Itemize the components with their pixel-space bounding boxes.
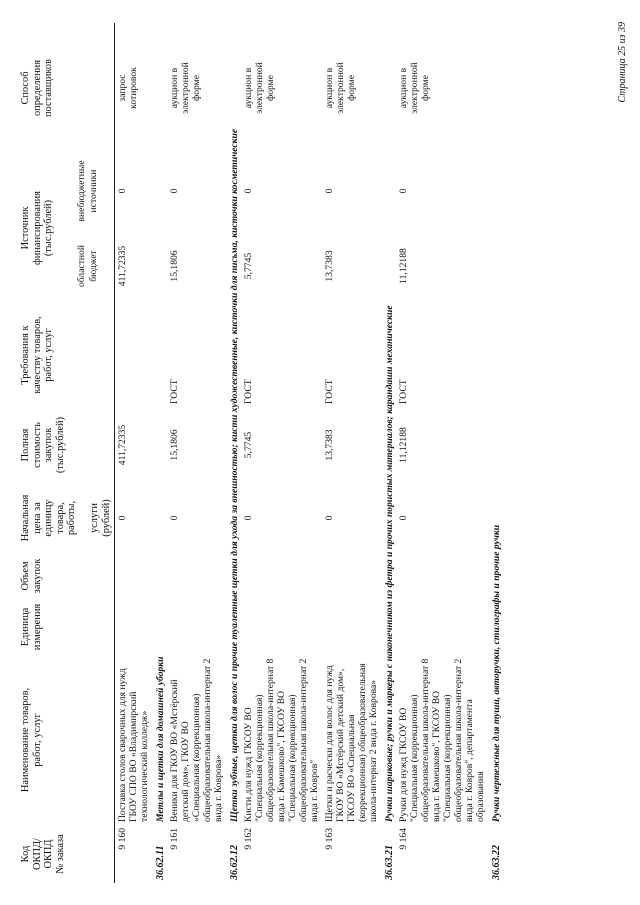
row-code: 9 164: [398, 828, 409, 850]
row-name: Кисти для нужд ГКСОУ ВО "Специальная (коррекционная) общеобразовательная школа-интернат 8 вида г. Камешково", ГКСОУ ВО "Специальная (коррекционная) общеобразовательная школа-интернат 2 вида г. Ковров": [243, 658, 320, 822]
table-row: [115, 23, 153, 883]
row-quality: ГОСТ: [169, 379, 180, 404]
row-unit: [167, 599, 226, 655]
section-row: [381, 23, 396, 883]
row-offbudget: 0: [398, 188, 409, 194]
row-price: 0: [169, 515, 180, 521]
row-total: 11,12188: [398, 427, 409, 463]
row-method: аукцион в электронной форме: [324, 62, 357, 114]
row-volume: [322, 553, 381, 599]
row-name: Ручки для нужд ГКСОУ ВО "Специальная (коррекционная) общеобразовательная школа-интернат 8 вида г. Камешково", ГКСОУ ВО "Специальная (коррекционная) общеобразовательная школа-интернат 2 вида г. Ковров", департамента образования: [398, 658, 486, 822]
row-volume: [167, 553, 226, 599]
row-quality: ГОСТ: [324, 379, 335, 404]
row-name: Веники для ГКОУ ВО «Мстёрский детский дом», ГКОУ ВО «Специальная (коррекционная) общеобразовательная школа-интернат 2 вида г. Коврова»: [169, 658, 224, 822]
row-volume: [396, 553, 488, 599]
row-regional: 411,72335: [117, 245, 128, 287]
row-unit: [322, 599, 381, 655]
row-regional: 11,12188: [398, 248, 409, 284]
section-code: 36.63.21: [384, 845, 395, 880]
header-volume: Объем закупок: [18, 553, 115, 599]
row-price: 0: [243, 515, 254, 521]
table-row: [167, 23, 226, 883]
row-code: 9 161: [169, 828, 180, 850]
row-offbudget: 0: [324, 188, 335, 194]
section-code: 36.62.12: [229, 845, 240, 880]
header-code: Код ОКПД/ ОКПД № заказа: [18, 825, 115, 883]
table-row: [396, 23, 488, 883]
section-row: [226, 23, 241, 883]
header-offbudget: внебюджетные источники: [74, 153, 114, 229]
table-row: [322, 23, 381, 883]
table-row: [241, 23, 322, 883]
row-quality: ГОСТ: [398, 379, 409, 404]
row-price: 0: [398, 515, 409, 521]
section-code: 36.63.22: [491, 845, 502, 880]
header-method: Способ определения поставщиков: [18, 23, 115, 153]
row-unit: [115, 599, 153, 655]
row-method: аукцион в электронной форме: [169, 62, 202, 114]
header-unit: Единица измерения: [18, 599, 115, 655]
row-volume: [241, 553, 322, 599]
header-name: Наименование товаров, работ, услуг: [18, 655, 115, 825]
row-quality: ГОСТ: [243, 379, 254, 404]
row-offbudget: 0: [117, 188, 128, 194]
row-name: Поставка столов сварочных для нужд ГБОУ СПО ВО «Владимирский технологический колледж»: [117, 668, 150, 822]
row-code: 9 163: [324, 828, 335, 850]
section-title: Метлы и щетки для домашней уборки: [155, 656, 166, 822]
header-price: Начальная цена за единицу товара, работы, услуги (рублей): [18, 483, 115, 553]
row-unit: [396, 599, 488, 655]
row-price: 0: [324, 515, 335, 521]
section-row: [152, 23, 167, 883]
row-name: Щетки и расчески для волос для нужд ГКОУ ВО «Мстёрский детский дом», ГКСОУ ВО «Специальная (коррекционная) общеобразовательная школа-интернат 2 вида г. Коврова»: [324, 663, 379, 822]
header-quality: Требования к качеству товаров, работ, услуг: [18, 303, 115, 407]
row-unit: [241, 599, 322, 655]
row-total: 5,7745: [243, 431, 254, 459]
row-regional: 13,7383: [324, 250, 335, 282]
section-row: [488, 23, 503, 883]
page-number: Страница 25 из 39: [617, 22, 628, 103]
header-finance: Источник финансирования (тыс.рублей): [20, 191, 54, 265]
row-quality: [115, 303, 153, 407]
row-method: запрос котировок: [117, 67, 139, 109]
table-body: [115, 23, 504, 883]
row-code: 9 160: [117, 828, 128, 850]
row-total: 13,7383: [324, 429, 335, 461]
row-offbudget: 0: [169, 188, 180, 194]
section-code: 36.62.11: [155, 845, 166, 880]
row-offbudget: 0: [243, 188, 254, 194]
section-title: Ручки шариковые; ручки и маркеры с наконечником из фетра и прочих пористых материалов; карандаши механические: [384, 305, 395, 822]
row-method: аукцион в электронной форме: [243, 62, 276, 114]
header-total: Полная стоимость закупок (тыс.рублей): [18, 407, 115, 483]
row-total: 411,72335: [117, 424, 128, 466]
row-code: 9 162: [243, 828, 254, 850]
row-total: 15,1806: [169, 429, 180, 461]
row-regional: 5,7745: [243, 252, 254, 280]
procurement-table: [18, 23, 503, 883]
row-price: 0: [117, 515, 128, 521]
section-title: Ручки чертежные для туши, авторучки, стилографы и прочие ручки: [491, 524, 502, 822]
section-title: Щетки зубные, щетки для волос и прочие туалетные щетки для ухода за внешностью; кисти художественные, кисточки для письма, кисточки косметические: [229, 128, 240, 822]
row-regional: 15,1806: [169, 250, 180, 282]
row-volume: [115, 553, 153, 599]
table-header: [18, 23, 74, 883]
header-regional: областной бюджет: [74, 229, 114, 303]
row-method: аукцион в электронной форме: [398, 62, 431, 114]
